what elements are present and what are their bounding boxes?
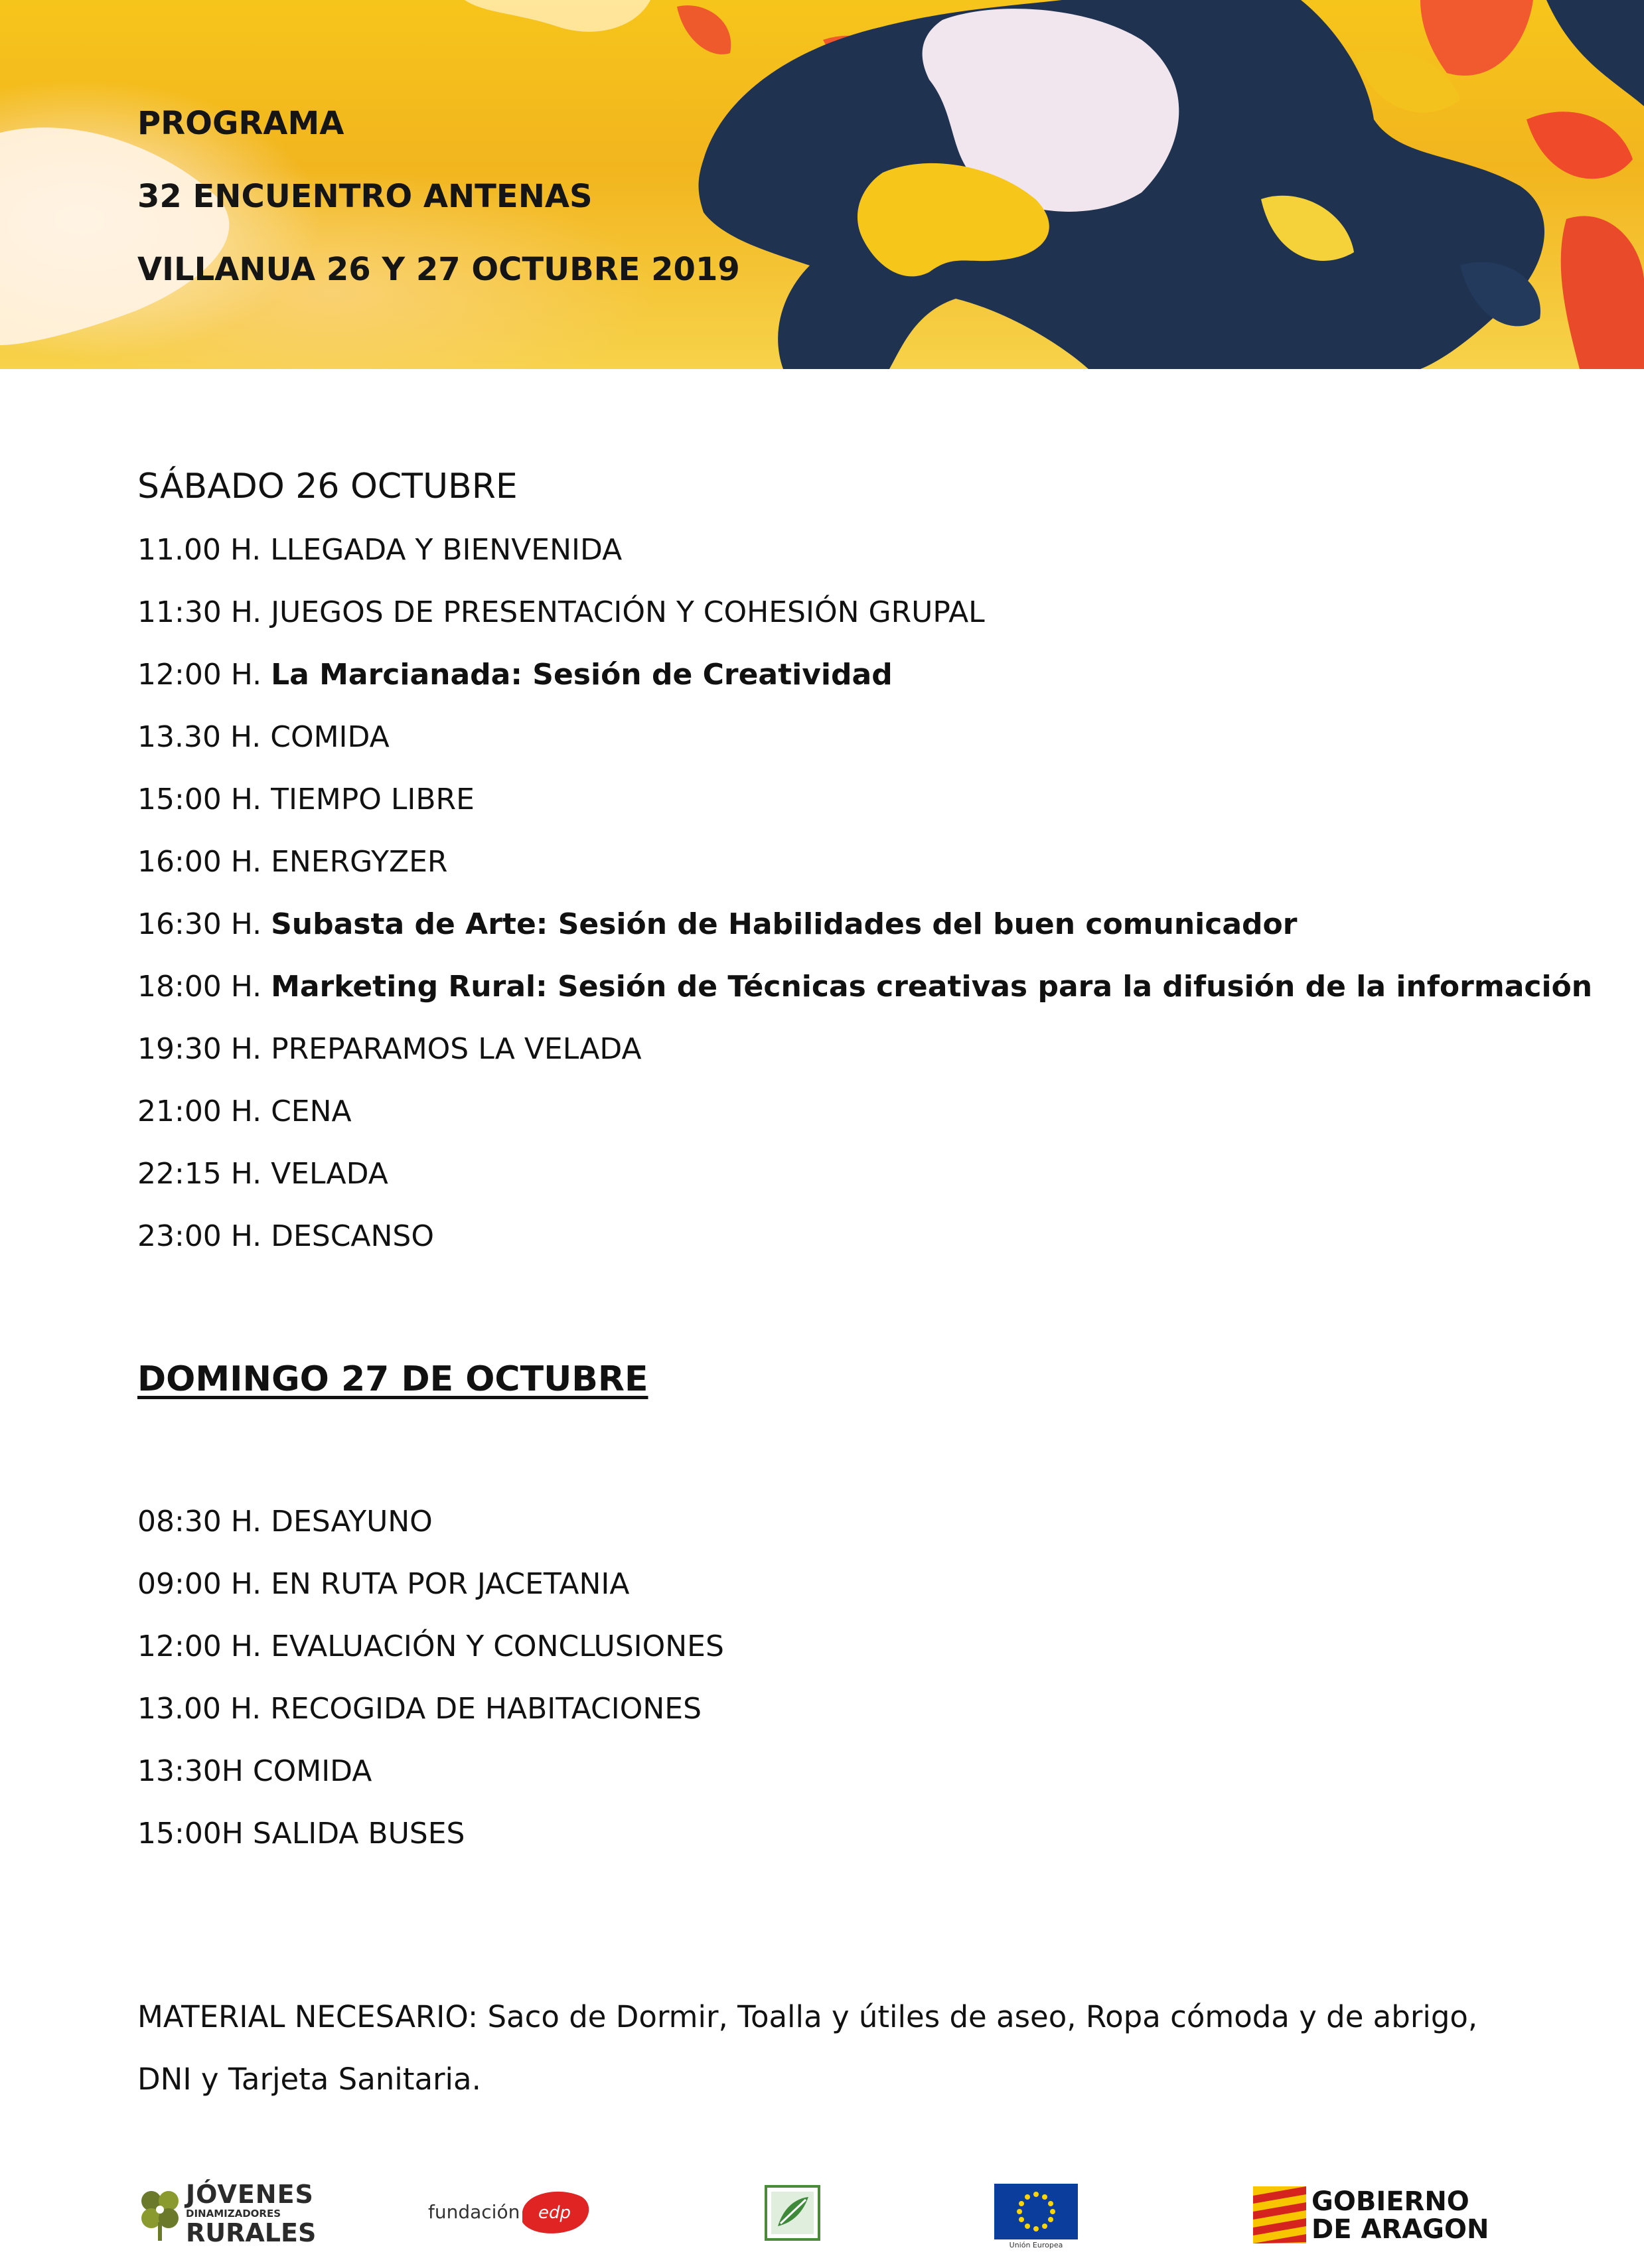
item-time: 11.00 H. [137, 533, 271, 567]
sunday-schedule [137, 1491, 724, 1865]
jovenes-dinamizadores-rurales-logo [137, 2178, 317, 2247]
leader-icon [765, 2185, 820, 2241]
item-description: Subasta de Arte: Sesión de Habilidades del buen comunicador [271, 907, 1298, 941]
jdr-line1: JÓVENES [186, 2180, 314, 2209]
item-description: COMIDA [270, 720, 390, 754]
eu-caption: Unión Europea [1009, 2241, 1063, 2249]
item-description: CENA [271, 1095, 352, 1128]
item-time: 11:30 H. [137, 595, 271, 629]
item-time: 16:00 H. [137, 845, 271, 879]
schedule-item [137, 1143, 1592, 1205]
schedule-item [137, 1616, 724, 1678]
item-time: 09:00 H. [137, 1567, 271, 1601]
item-description: EN RUTA POR JACETANIA [271, 1567, 630, 1601]
item-time: 08:30 H. [137, 1505, 271, 1539]
schedule-item [137, 1740, 724, 1803]
item-time: 13.30 H. [137, 720, 271, 754]
sponsor-logos [0, 2170, 1644, 2257]
item-description: DESCANSO [271, 1219, 434, 1253]
aragon-line1: GOBIERNO [1311, 2186, 1469, 2217]
saturday-section [137, 463, 1592, 1268]
schedule-item [137, 1205, 1592, 1268]
item-time: 22:15 H. [137, 1157, 271, 1191]
item-time: 23:00 H. [137, 1219, 271, 1253]
jdr-line3: RURALES [186, 2218, 317, 2247]
item-description: La Marcianada: Sesión de Creatividad [271, 658, 893, 692]
schedule-item [137, 1803, 724, 1865]
edp-mark-icon [516, 2185, 595, 2238]
schedule-item [137, 831, 1592, 893]
item-time: 13.00 H. [137, 1692, 271, 1726]
schedule-item [137, 581, 1592, 644]
fundacion-edp-logo [428, 2184, 601, 2243]
item-description: EVALUACIÓN Y CONCLUSIONES [271, 1629, 724, 1663]
event-location-date: VILLANUA 26 Y 27 OCTUBRE 2019 [137, 251, 740, 288]
jdr-line2: DINAMIZADORES [186, 2208, 281, 2220]
schedule-item [137, 519, 1592, 581]
item-description: TIEMPO LIBRE [271, 783, 475, 816]
item-time: 21:00 H. [137, 1095, 271, 1128]
item-description: Marketing Rural: Sesión de Técnicas creativas para la difusión de la información [271, 970, 1593, 1004]
sunday-heading: DOMINGO 27 DE OCTUBRE [137, 1359, 648, 1399]
gobierno-de-aragon-logo [1253, 2185, 1505, 2245]
event-title: 32 ENCUENTRO ANTENAS [137, 178, 593, 215]
program-label: PROGRAMA [137, 105, 344, 142]
aragon-line2: DE ARAGON [1311, 2214, 1489, 2245]
item-description: DESAYUNO [271, 1505, 433, 1539]
sunday-section [137, 1356, 648, 1402]
edp-mark-text: edp [538, 2203, 571, 2223]
item-description: PREPARAMOS LA VELADA [271, 1032, 642, 1066]
edp-label: fundación [428, 2201, 520, 2223]
item-time: 15:00H [137, 1817, 253, 1851]
header-banner [0, 0, 1644, 369]
aragon-flag-icon [1253, 2186, 1306, 2243]
item-description: SALIDA BUSES [252, 1817, 465, 1851]
sunday-schedule-wrap [137, 1491, 724, 1865]
clover-icon [137, 2184, 183, 2243]
item-description: RECOGIDA DE HABITACIONES [270, 1692, 702, 1726]
union-europea-logo [994, 2184, 1078, 2255]
item-time: 13:30H [137, 1754, 253, 1788]
saturday-heading: SÁBADO 26 OCTUBRE [137, 467, 518, 506]
schedule-item [137, 1081, 1592, 1143]
item-time: 18:00 H. [137, 970, 271, 1004]
item-time: 12:00 H. [137, 1629, 271, 1663]
item-description: JUEGOS DE PRESENTACIÓN Y COHESIÓN GRUPAL [271, 595, 985, 629]
schedule-item [137, 644, 1592, 706]
schedule-item [137, 769, 1592, 831]
leader-logo [765, 2185, 820, 2241]
schedule-item [137, 1491, 724, 1553]
item-time: 16:30 H. [137, 907, 271, 941]
schedule-item [137, 956, 1592, 1018]
item-description: ENERGYZER [271, 845, 448, 879]
saturday-schedule [137, 519, 1592, 1268]
schedule-item [137, 1678, 724, 1740]
item-description: LLEGADA Y BIENVENIDA [270, 533, 623, 567]
schedule-item [137, 706, 1592, 769]
required-materials-note: MATERIAL NECESARIO: Saco de Dormir, Toalla y útiles de aseo, Ropa cómoda y de abrigo, DNI y Tarjeta Sanitaria. [137, 1999, 1478, 2097]
item-description: COMIDA [252, 1754, 372, 1788]
schedule-item [137, 893, 1592, 956]
eu-flag-icon [994, 2184, 1078, 2239]
schedule-item [137, 1018, 1592, 1081]
item-time: 12:00 H. [137, 658, 271, 692]
schedule-item [137, 1553, 724, 1616]
item-time: 15:00 H. [137, 783, 271, 816]
item-description: VELADA [271, 1157, 388, 1191]
item-time: 19:30 H. [137, 1032, 271, 1066]
